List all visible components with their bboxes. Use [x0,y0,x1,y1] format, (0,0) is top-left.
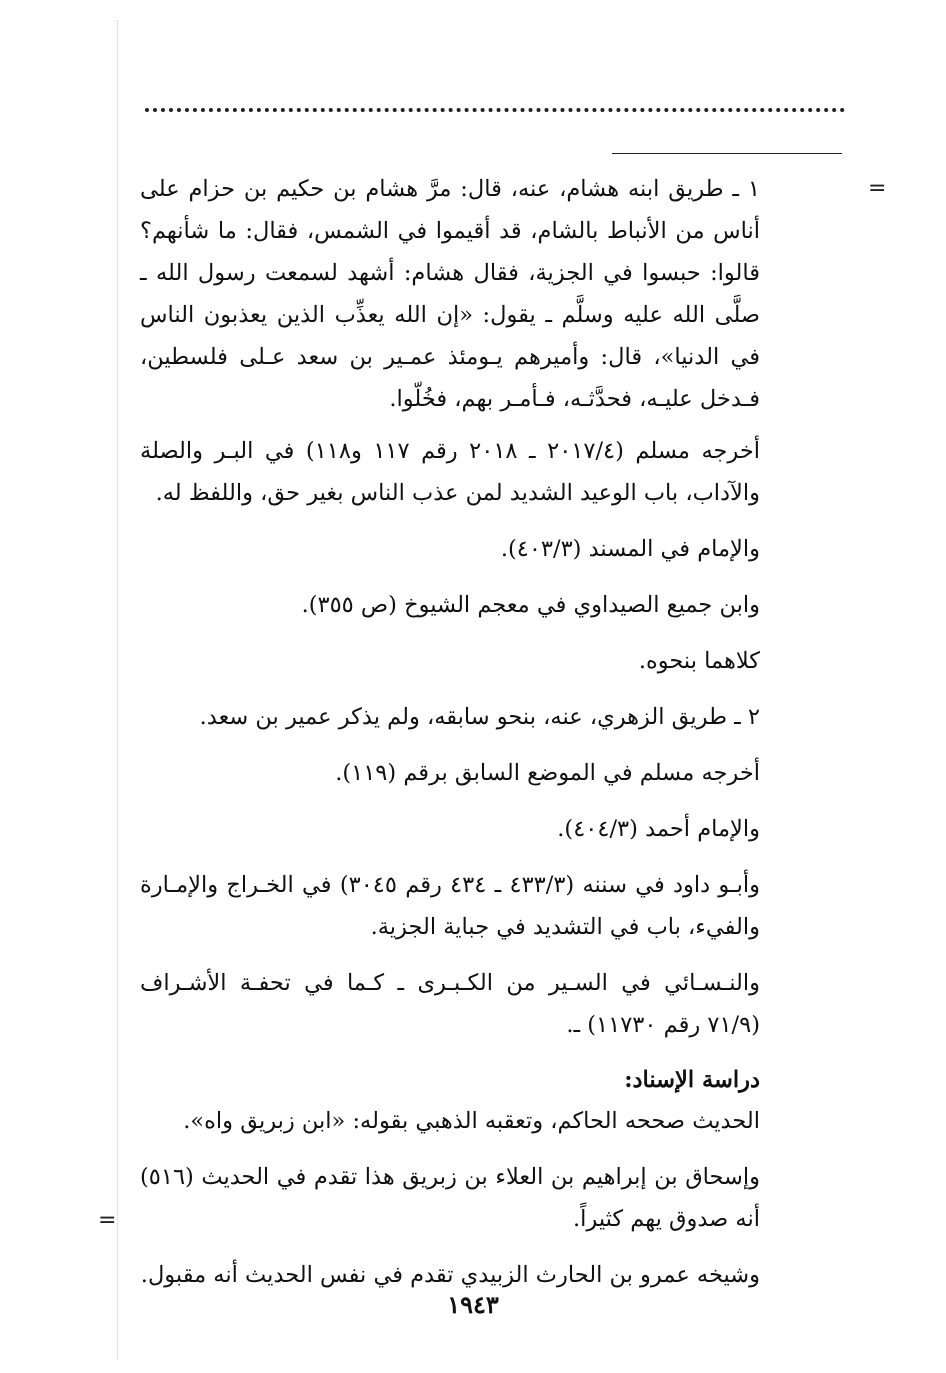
paragraph-ibn-jumay: وابن جميع الصيداوي في معجم الشيوخ (ص ٣٥٥). [301,592,760,618]
section-title: دراسة الإسناد: [624,1067,760,1093]
page-edge-guide [117,20,118,1360]
paragraph-ahmad: والإمام أحمد (٤٠٤/٣). [557,816,760,842]
continuation-mark-left: = [98,1208,117,1233]
paragraph-study-2: وإسحاق بن إبراهيم بن العلاء بن زبريق هذا تقدم في الحديث (٥١٦) أنه صدوق يهم كثيراً. [140,1164,760,1232]
paragraph-musnad: والإمام في المسند (٤٠٣/٣). [500,536,760,562]
paragraph-study-1: الحديث صححه الحاكم، وتعقبه الذهبي بقوله: «ابن زبريق واه». [183,1108,760,1134]
paragraph-muslim-2: أخرجه مسلم في الموضع السابق برقم (١١٩). [335,760,760,786]
footnote-separator [612,153,842,154]
paragraph-abu-dawud: وأبـو داود في سننه (٤٣٣/٣ ـ ٤٣٤ رقم ٣٠٤٥) في الخـراج والإمـارة والفيء، باب في التشديد في جباية الجزية. [140,872,761,940]
paragraph-muslim-1: أخرجه مسلم (٢٠١٧/٤ ـ ٢٠١٨ رقم ١١٧ و١١٨) في البـر والصلة والآداب، باب الوعيد الشديد لمن عذب الناس بغير حق، واللفظ له. [140,438,760,506]
paragraph-study-3: وشيخه عمرو بن الحارث الزبيدي تقدم في نفس الحديث أنه مقبول. [140,1262,760,1288]
paragraph-route-2: ٢ ـ طريق الزهري، عنه، بنحو سابقه، ولم يذكر عمير بن سعد. [199,704,760,730]
page-number: ١٩٤٣ [447,1290,499,1319]
footnote-body [140,168,760,1306]
paragraph-both: كلاهما بنحوه. [638,648,760,674]
paragraph-route-1: ١ ـ طريق ابنه هشام، عنه، قال: مرَّ هشام بن حكيم بن حزام على أناس من الأنباط بالشام، قد أقيموا في الشمس، فقال: ما شأنهم؟ قالوا: حبسوا في الجزية، فقال هشام: أشهد لسمعت رسول الله ـ صلَّى الله عليه وسلَّم ـ يقول: «إن الله يعذِّب الذين يعذبون الناس في الدنيا»، قال: وأميرهم يـومئذ عمـير بن سعد عـلى فلسطين، فـدخل عليـه، فحدَّثـه، فـأمـر بهم، فخُلّوا. [140,176,760,412]
continuation-mark-right: = [868,176,887,201]
paragraph-nasai: والنـسـائي في السـير من الكـبـرى ـ كـما في تحفـة الأشـراف (٧١/٩ رقم ١١٧٣٠) ـ. [140,970,760,1038]
dotted-separator [145,108,845,112]
